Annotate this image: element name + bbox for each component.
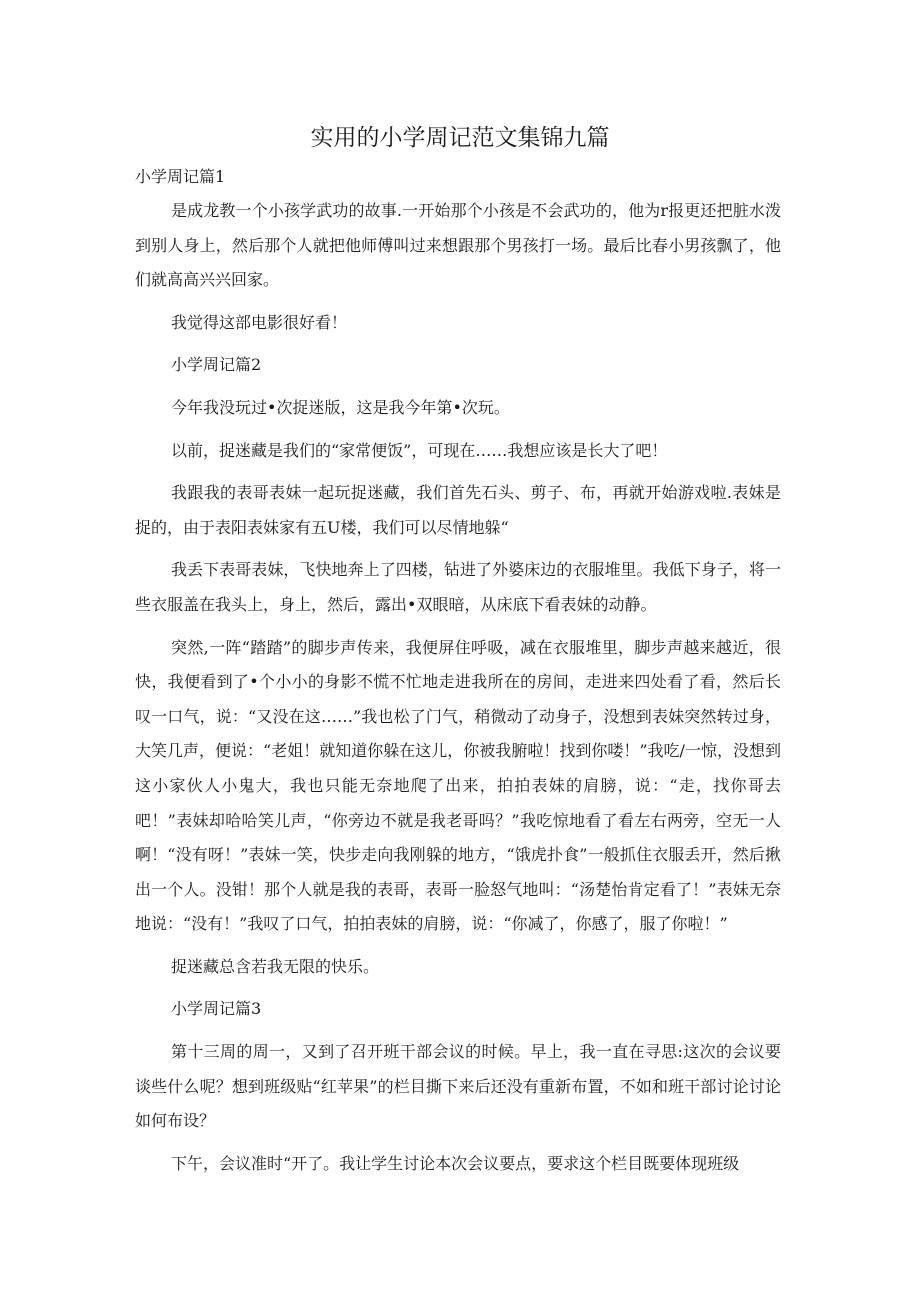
section-heading-1: 小学周记篇1 xyxy=(135,167,226,186)
paragraph-3: 今年我没玩过•次捉迷版，这是我今年第•次玩。 xyxy=(171,397,510,417)
paragraph-9: 第十三周的周一，又到了召开班干部会议的时候。早上，我一直在寻思:这次的会议要谈些什么呢？想到班级贴“红苹果”的栏目撕下来后还没有重新布置，不如和班干部讨论讨论如何布设？ xyxy=(135,1042,781,1131)
paragraph-2: 我觉得这部电影很好看！ xyxy=(171,312,348,332)
document-body xyxy=(135,160,781,1189)
paragraph-6: 我丢下表哥表妹，飞快地奔上了四楼，钻进了外婆床边的衣服堆里。我低下身子，将一些衣服盖在我头上，身上，然后，露出•双眼暗，从床底下看表妹的动静。 xyxy=(135,560,781,614)
paragraph-10: 下午，会议准时“开了。我让学生讨论本次会议要点，要求这个栏目既要体现班级 xyxy=(171,1153,740,1173)
document-title: 实用的小学周记范文集锦九篇 xyxy=(310,125,610,151)
section-heading-3: 小学周记篇3 xyxy=(171,999,262,1019)
paragraph-7: 突然,一阵“踏踏”的脚步声传来，我便屏住呼吸，减在衣服堆里，脚步声越来越近，很快，我便看到了•个小小的身影不慌不忙地走进我所在的房间，走进来四处看了看，然后长叹一口气，说：“又没在这……”我也松了门气，稍微动了动身子，没想到表妹突然转过身，大笑几声，便说：“老姐！就知道你躲在这儿，你被我腑啦！找到你喽！”我吃/一惊，没想到这小家伙人小鬼大，我也只能无奈地爬了出来，拍拍表妹的肩膀，说：“走，找你哥去吧！”表妹却哈哈笑儿声，“你旁边不就是我老哥吗？”我吃惊地看了看左右两旁，空无一人啊！“没有呀！”表妹一笑，快步走向我刚躲的地方，“饿虎扑食”一般抓住衣服丢开，然后揪出一个人。没钳！那个人就是我的表哥，表哥一脸怒气地叫：“汤楚怡肯定看了！”表妹无奈地说：“没有！”我叹了口气，拍拍表妹的肩膀，说：“你减了，你感了，服了你啦！” xyxy=(135,637,781,934)
section-heading-2: 小学周记篇2 xyxy=(171,355,262,375)
paragraph-1: 是成龙教一个小孩学武功的故事.一开始那个小孩是不会武功的，他为r报更还把脏水泼到别人身上，然后那个人就把他师傅叫过来想跟那个男孩打一场。最后比春小男孩飘了，他们就高高兴兴回家。 xyxy=(135,201,781,290)
paragraph-8: 捉迷藏总含若我无限的快乐。 xyxy=(171,956,380,976)
paragraph-4: 以前，捉迷藏是我们的“家常便饭”，可现在……我想应该是长大了吧！ xyxy=(171,440,668,460)
paragraph-5: 我跟我的表哥表妹一起玩捉迷藏，我们首先石头、剪子、布，再就开始游戏啦.表妹是捉的，由于表阳表妹家有五U楼，我们可以尽情地躲“ xyxy=(135,483,781,537)
